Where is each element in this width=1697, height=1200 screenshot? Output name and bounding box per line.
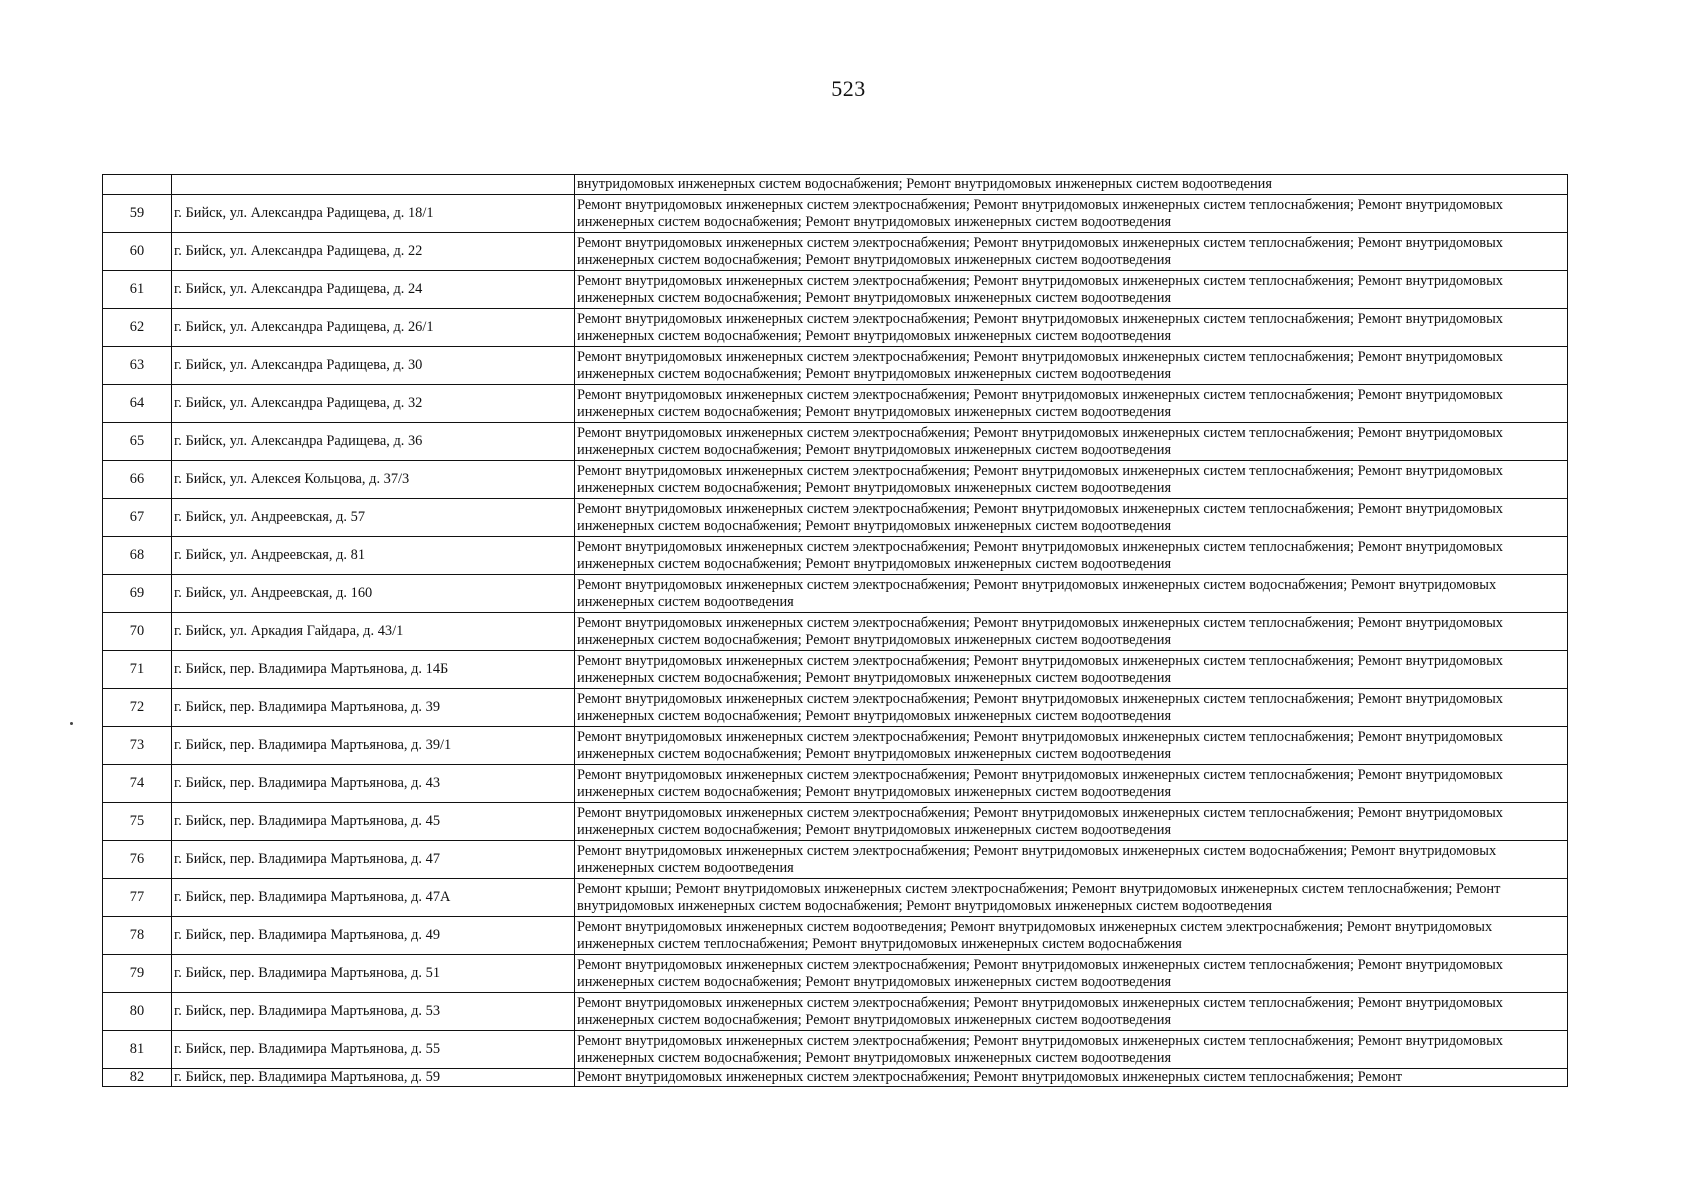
works-cell: Ремонт внутридомовых инженерных систем электроснабжения; Ремонт внутридомовых инженерных систем теплоснабжения; Ремонт внутридомовых инженерных систем водоснабжения; Ремонт внутридомовых инженерных систем водоотведения: [575, 537, 1568, 575]
works-cell: Ремонт внутридомовых инженерных систем электроснабжения; Ремонт внутридомовых инженерных систем теплоснабжения; Ремонт внутридомовых инженерных систем водоснабжения; Ремонт внутридомовых инженерных систем водоотведения: [575, 689, 1568, 727]
works-cell: Ремонт внутридомовых инженерных систем электроснабжения; Ремонт внутридомовых инженерных систем теплоснабжения; Ремонт внутридомовых инженерных систем водоснабжения; Ремонт внутридомовых инженерных систем водоотведения: [575, 993, 1568, 1031]
row-number-cell: 69: [103, 575, 172, 613]
row-number-cell: 70: [103, 613, 172, 651]
address-cell: [172, 175, 575, 195]
table-row: [103, 651, 1568, 689]
works-cell: Ремонт внутридомовых инженерных систем электроснабжения; Ремонт внутридомовых инженерных систем теплоснабжения; Ремонт внутридомовых инженерных систем водоснабжения; Ремонт внутридомовых инженерных систем водоотведения: [575, 765, 1568, 803]
row-number-cell: 74: [103, 765, 172, 803]
works-cell: Ремонт внутридомовых инженерных систем электроснабжения; Ремонт внутридомовых инженерных систем теплоснабжения; Ремонт внутридомовых инженерных систем водоснабжения; Ремонт внутридомовых инженерных систем водоотведения: [575, 347, 1568, 385]
works-cell: Ремонт внутридомовых инженерных систем электроснабжения; Ремонт внутридомовых инженерных систем теплоснабжения; Ремонт внутридомовых инженерных систем водоснабжения; Ремонт внутридомовых инженерных систем водоотведения: [575, 309, 1568, 347]
address-cell: г. Бийск, пер. Владимира Мартьянова, д. 51: [172, 955, 575, 993]
works-cell: Ремонт внутридомовых инженерных систем водоотведения; Ремонт внутридомовых инженерных систем электроснабжения; Ремонт внутридомовых инженерных систем теплоснабжения; Ремонт внутридомовых инженерных систем водоснабжения: [575, 917, 1568, 955]
address-cell: г. Бийск, ул. Александра Радищева, д. 36: [172, 423, 575, 461]
table-row: [103, 727, 1568, 765]
address-cell: г. Бийск, ул. Александра Радищева, д. 18/1: [172, 195, 575, 233]
row-number-cell: 75: [103, 803, 172, 841]
works-cell: Ремонт внутридомовых инженерных систем электроснабжения; Ремонт внутридомовых инженерных систем теплоснабжения; Ремонт внутридомовых инженерных систем водоснабжения; Ремонт внутридомовых инженерных систем водоотведения: [575, 195, 1568, 233]
works-cell: Ремонт внутридомовых инженерных систем электроснабжения; Ремонт внутридомовых инженерных систем теплоснабжения; Ремонт внутридомовых инженерных систем водоснабжения; Ремонт внутридомовых инженерных систем водоотведения: [575, 613, 1568, 651]
table-row: [103, 841, 1568, 879]
row-number-cell: 62: [103, 309, 172, 347]
works-cell: Ремонт внутридомовых инженерных систем электроснабжения; Ремонт внутридомовых инженерных систем теплоснабжения; Ремонт внутридомовых инженерных систем водоснабжения; Ремонт внутридомовых инженерных систем водоотведения: [575, 727, 1568, 765]
row-number-cell: 81: [103, 1031, 172, 1069]
address-cell: г. Бийск, ул. Александра Радищева, д. 24: [172, 271, 575, 309]
scan-speck: [70, 722, 73, 725]
works-cell: Ремонт внутридомовых инженерных систем электроснабжения; Ремонт внутридомовых инженерных систем теплоснабжения; Ремонт внутридомовых инженерных систем водоснабжения; Ремонт внутридомовых инженерных систем водоотведения: [575, 233, 1568, 271]
address-cell: г. Бийск, пер. Владимира Мартьянова, д. 39/1: [172, 727, 575, 765]
row-number-cell: 59: [103, 195, 172, 233]
works-cell: Ремонт крыши; Ремонт внутридомовых инженерных систем электроснабжения; Ремонт внутридомовых инженерных систем теплоснабжения; Ремонт внутридомовых инженерных систем водоснабжения; Ремонт внутридомовых инженерных систем водоотведения: [575, 879, 1568, 917]
address-cell: г. Бийск, ул. Александра Радищева, д. 26/1: [172, 309, 575, 347]
table-row: [103, 917, 1568, 955]
address-cell: г. Бийск, ул. Александра Радищева, д. 30: [172, 347, 575, 385]
address-cell: г. Бийск, пер. Владимира Мартьянова, д. 49: [172, 917, 575, 955]
table-row: [103, 423, 1568, 461]
table-row: [103, 993, 1568, 1031]
address-cell: г. Бийск, пер. Владимира Мартьянова, д. 47: [172, 841, 575, 879]
row-number-cell: 79: [103, 955, 172, 993]
table-row: [103, 537, 1568, 575]
works-cell: внутридомовых инженерных систем водоснабжения; Ремонт внутридомовых инженерных систем водоотведения: [575, 175, 1568, 195]
table-row: [103, 1069, 1568, 1087]
table-row: [103, 575, 1568, 613]
address-cell: г. Бийск, пер. Владимира Мартьянова, д. 39: [172, 689, 575, 727]
table-row: [103, 499, 1568, 537]
address-cell: г. Бийск, пер. Владимира Мартьянова, д. 14Б: [172, 651, 575, 689]
row-number-cell: 61: [103, 271, 172, 309]
table-row-continuation: [103, 175, 1568, 195]
row-number-cell: 63: [103, 347, 172, 385]
row-number-cell: [103, 175, 172, 195]
works-cell: Ремонт внутридомовых инженерных систем электроснабжения; Ремонт внутридомовых инженерных систем теплоснабжения; Ремонт внутридомовых инженерных систем водоснабжения; Ремонт внутридомовых инженерных систем водоотведения: [575, 271, 1568, 309]
address-cell: г. Бийск, ул. Александра Радищева, д. 32: [172, 385, 575, 423]
works-cell: Ремонт внутридомовых инженерных систем электроснабжения; Ремонт внутридомовых инженерных систем теплоснабжения; Ремонт внутридомовых инженерных систем водоснабжения; Ремонт внутридомовых инженерных систем водоотведения: [575, 955, 1568, 993]
works-cell: Ремонт внутридомовых инженерных систем электроснабжения; Ремонт внутридомовых инженерных систем теплоснабжения; Ремонт внутридомовых инженерных систем водоснабжения; Ремонт внутридомовых инженерных систем водоотведения: [575, 803, 1568, 841]
table-row: [103, 461, 1568, 499]
repair-works-table: [102, 174, 1568, 1087]
row-number-cell: 80: [103, 993, 172, 1031]
table-row: [103, 765, 1568, 803]
table-row: [103, 879, 1568, 917]
works-cell: Ремонт внутридомовых инженерных систем электроснабжения; Ремонт внутридомовых инженерных систем теплоснабжения; Ремонт внутридомовых инженерных систем водоснабжения; Ремонт внутридомовых инженерных систем водоотведения: [575, 461, 1568, 499]
row-number-cell: 73: [103, 727, 172, 765]
address-cell: г. Бийск, ул. Андреевская, д. 57: [172, 499, 575, 537]
table-row: [103, 271, 1568, 309]
works-cell: Ремонт внутридомовых инженерных систем электроснабжения; Ремонт внутридомовых инженерных систем теплоснабжения; Ремонт: [575, 1069, 1568, 1087]
table-row: [103, 347, 1568, 385]
address-cell: г. Бийск, ул. Алексея Кольцова, д. 37/3: [172, 461, 575, 499]
table-row: [103, 309, 1568, 347]
works-cell: Ремонт внутридомовых инженерных систем электроснабжения; Ремонт внутридомовых инженерных систем теплоснабжения; Ремонт внутридомовых инженерных систем водоснабжения; Ремонт внутридомовых инженерных систем водоотведения: [575, 385, 1568, 423]
works-cell: Ремонт внутридомовых инженерных систем электроснабжения; Ремонт внутридомовых инженерных систем теплоснабжения; Ремонт внутридомовых инженерных систем водоснабжения; Ремонт внутридомовых инженерных систем водоотведения: [575, 651, 1568, 689]
table-row: [103, 955, 1568, 993]
works-cell: Ремонт внутридомовых инженерных систем электроснабжения; Ремонт внутридомовых инженерных систем теплоснабжения; Ремонт внутридомовых инженерных систем водоснабжения; Ремонт внутридомовых инженерных систем водоотведения: [575, 499, 1568, 537]
row-number-cell: 72: [103, 689, 172, 727]
table-row: [103, 689, 1568, 727]
address-cell: г. Бийск, ул. Андреевская, д. 81: [172, 537, 575, 575]
row-number-cell: 71: [103, 651, 172, 689]
row-number-cell: 60: [103, 233, 172, 271]
table-row: [103, 1031, 1568, 1069]
row-number-cell: 77: [103, 879, 172, 917]
address-cell: г. Бийск, пер. Владимира Мартьянова, д. 53: [172, 993, 575, 1031]
row-number-cell: 67: [103, 499, 172, 537]
row-number-cell: 64: [103, 385, 172, 423]
table-row: [103, 233, 1568, 271]
works-cell: Ремонт внутридомовых инженерных систем электроснабжения; Ремонт внутридомовых инженерных систем водоснабжения; Ремонт внутридомовых инженерных систем водоотведения: [575, 841, 1568, 879]
table-row: [103, 385, 1568, 423]
row-number-cell: 68: [103, 537, 172, 575]
address-cell: г. Бийск, пер. Владимира Мартьянова, д. 45: [172, 803, 575, 841]
address-cell: г. Бийск, пер. Владимира Мартьянова, д. 43: [172, 765, 575, 803]
address-cell: г. Бийск, пер. Владимира Мартьянова, д. 59: [172, 1069, 575, 1087]
table-body: [103, 175, 1568, 1087]
address-cell: г. Бийск, пер. Владимира Мартьянова, д. 55: [172, 1031, 575, 1069]
address-cell: г. Бийск, ул. Александра Радищева, д. 22: [172, 233, 575, 271]
row-number-cell: 78: [103, 917, 172, 955]
row-number-cell: 82: [103, 1069, 172, 1087]
page-number: 523: [831, 76, 866, 101]
row-number-cell: 66: [103, 461, 172, 499]
table-row: [103, 195, 1568, 233]
works-cell: Ремонт внутридомовых инженерных систем электроснабжения; Ремонт внутридомовых инженерных систем водоснабжения; Ремонт внутридомовых инженерных систем водоотведения: [575, 575, 1568, 613]
address-cell: г. Бийск, ул. Аркадия Гайдара, д. 43/1: [172, 613, 575, 651]
row-number-cell: 76: [103, 841, 172, 879]
table-row: [103, 613, 1568, 651]
works-cell: Ремонт внутридомовых инженерных систем электроснабжения; Ремонт внутридомовых инженерных систем теплоснабжения; Ремонт внутридомовых инженерных систем водоснабжения; Ремонт внутридомовых инженерных систем водоотведения: [575, 423, 1568, 461]
table-row: [103, 803, 1568, 841]
address-cell: г. Бийск, ул. Андреевская, д. 160: [172, 575, 575, 613]
address-cell: г. Бийск, пер. Владимира Мартьянова, д. 47А: [172, 879, 575, 917]
works-cell: Ремонт внутридомовых инженерных систем электроснабжения; Ремонт внутридомовых инженерных систем теплоснабжения; Ремонт внутридомовых инженерных систем водоснабжения; Ремонт внутридомовых инженерных систем водоотведения: [575, 1031, 1568, 1069]
row-number-cell: 65: [103, 423, 172, 461]
